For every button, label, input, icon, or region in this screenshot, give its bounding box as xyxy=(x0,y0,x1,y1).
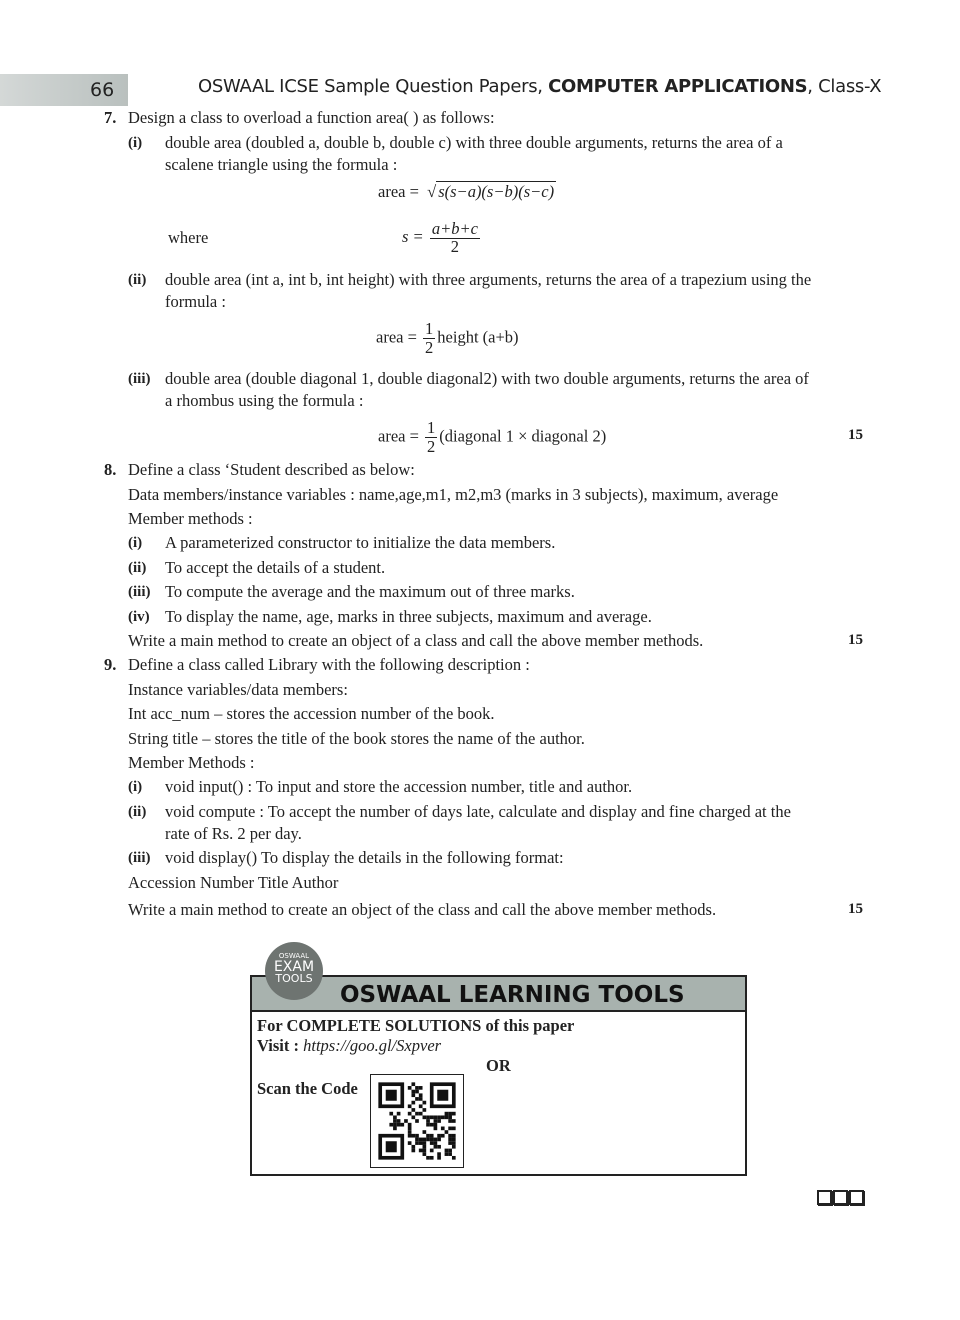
q9-line: Instance variables/data members: xyxy=(128,680,348,699)
q7-i-line2: scalene triangle using the formula : xyxy=(165,155,398,174)
learning-tools-heading: OSWAAL LEARNING TOOLS xyxy=(252,977,745,1012)
q7-marks: 15 xyxy=(848,427,863,443)
q8-last: Write a main method to create an object of a class and call the above member methods. xyxy=(128,631,704,650)
q9-i-text: void input() : To input and store the accession number, title and author. xyxy=(165,777,633,796)
q7-ii-label: (ii) xyxy=(128,272,147,288)
fraction-numerator: a+b+c xyxy=(431,219,478,238)
end-of-paper-marks xyxy=(817,1190,865,1210)
visit-label: Visit : xyxy=(257,1036,300,1055)
formula-rhs: (diagonal 1 × diagonal 2) xyxy=(439,426,607,446)
q9-line: String title – stores the title of the book stores the name of the author. xyxy=(128,729,585,748)
q7-text: Design a class to overload a function area( ) as follows: xyxy=(128,108,495,127)
q8-item-text: To display the name, age, marks in three subjects, maximum and average. xyxy=(165,607,652,626)
logo-text: TOOLS xyxy=(275,972,313,985)
page-number: 66 xyxy=(90,79,115,101)
q7-i-label: (i) xyxy=(128,135,143,151)
q9-text: Define a class called Library with the following description : xyxy=(128,655,530,674)
q9-iii-text: void display() To display the details in the following format: xyxy=(165,848,564,867)
q9-iii-label: (iii) xyxy=(128,850,151,866)
formula-lhs: area = xyxy=(378,426,419,446)
q9-format: Accession Number Title Author xyxy=(128,873,339,892)
fraction-numerator: 1 xyxy=(425,319,434,338)
q8-item-label: (i) xyxy=(128,535,143,551)
q9-marks: 15 xyxy=(848,901,863,917)
formula-rhs: s(s−a)(s−b)(s−c) xyxy=(438,182,555,201)
visit-line xyxy=(257,1036,441,1056)
q9-line: Member Methods : xyxy=(128,753,255,772)
logo-text: EXAM xyxy=(273,959,315,975)
scan-label: Scan the Code xyxy=(257,1079,358,1098)
formula-rhombus xyxy=(378,419,606,456)
q8-member-methods: Member methods : xyxy=(128,509,253,528)
solutions-text: For COMPLETE SOLUTIONS of this paper xyxy=(257,1016,575,1035)
q8-item-label: (ii) xyxy=(128,560,147,576)
q8-item-label: (iii) xyxy=(128,584,151,600)
q9-ii-line2: rate of Rs. 2 per day. xyxy=(165,824,302,843)
q9-number: 9. xyxy=(104,655,117,674)
q8-item-label: (iv) xyxy=(128,609,150,625)
formula-trapezium xyxy=(376,320,519,357)
logo-text: OSWAAL xyxy=(278,952,310,960)
learning-tools-box xyxy=(250,972,747,1176)
q7-ii-line2: formula : xyxy=(165,292,226,311)
where-label: where xyxy=(168,228,209,247)
running-header xyxy=(198,76,881,97)
header-class: , Class-X xyxy=(807,76,882,97)
fraction-denominator: 2 xyxy=(425,338,434,357)
solutions-link[interactable]: https://goo.gl/Sxpver xyxy=(303,1036,442,1055)
or-text: OR xyxy=(486,1056,511,1075)
q7-iii-line2: a rhombus using the formula : xyxy=(165,391,364,410)
fraction-denominator: 2 xyxy=(427,437,436,456)
q8-item-text: To compute the average and the maximum out of three marks. xyxy=(165,582,575,601)
q8-item-text: A parameterized constructor to initialize the data members. xyxy=(165,533,556,552)
q8-marks: 15 xyxy=(848,632,863,648)
qr-code-image xyxy=(371,1075,463,1167)
q8-item-text: To accept the details of a student. xyxy=(165,558,386,577)
formula-lhs: area = xyxy=(376,327,417,347)
q8-data-members: Data members/instance variables : name,age,m1, m2,m3 (marks in 3 subjects), maximum, average xyxy=(128,485,779,504)
q9-ii-label: (ii) xyxy=(128,804,147,820)
q8-number: 8. xyxy=(104,460,117,479)
q7-i-line1: double area (doubled a, double b, double c) with three double arguments, returns the area of a xyxy=(165,133,783,152)
q9-last: Write a main method to create an object of the class and call the above member methods. xyxy=(128,900,717,919)
q9-line: Int acc_num – stores the accession number of the book. xyxy=(128,704,495,723)
formula-lhs: area = xyxy=(378,182,419,201)
q9-ii-line1: void compute : To accept the number of days late, calculate and display and fine charged at the xyxy=(165,802,791,821)
qr-code[interactable] xyxy=(370,1074,464,1168)
formula-lhs: s = xyxy=(402,226,424,246)
header-title: OSWAAL ICSE Sample Question Papers, xyxy=(198,76,549,97)
fraction-numerator: 1 xyxy=(427,418,436,437)
q7-iii-label: (iii) xyxy=(128,371,151,387)
formula-rhs: height (a+b) xyxy=(437,327,519,347)
formula-s xyxy=(402,220,482,256)
q7-ii-line1: double area (int a, int b, int height) with three arguments, returns the area of a trapezium using the xyxy=(165,270,812,289)
q7-iii-line1: double area (double diagonal 1, double diagonal2) with two double arguments, returns the area of xyxy=(165,369,809,388)
header-subject: COMPUTER APPLICATIONS xyxy=(548,76,808,97)
fraction-denominator: 2 xyxy=(450,237,459,256)
q9-i-label: (i) xyxy=(128,779,143,795)
q7-number: 7. xyxy=(104,108,117,127)
q8-text: Define a class ‘Student described as below: xyxy=(128,460,415,479)
formula-triangle: area = √ s(s−a)(s−b)(s−c) xyxy=(378,182,555,201)
oswaal-exam-tools-logo xyxy=(265,942,323,1000)
